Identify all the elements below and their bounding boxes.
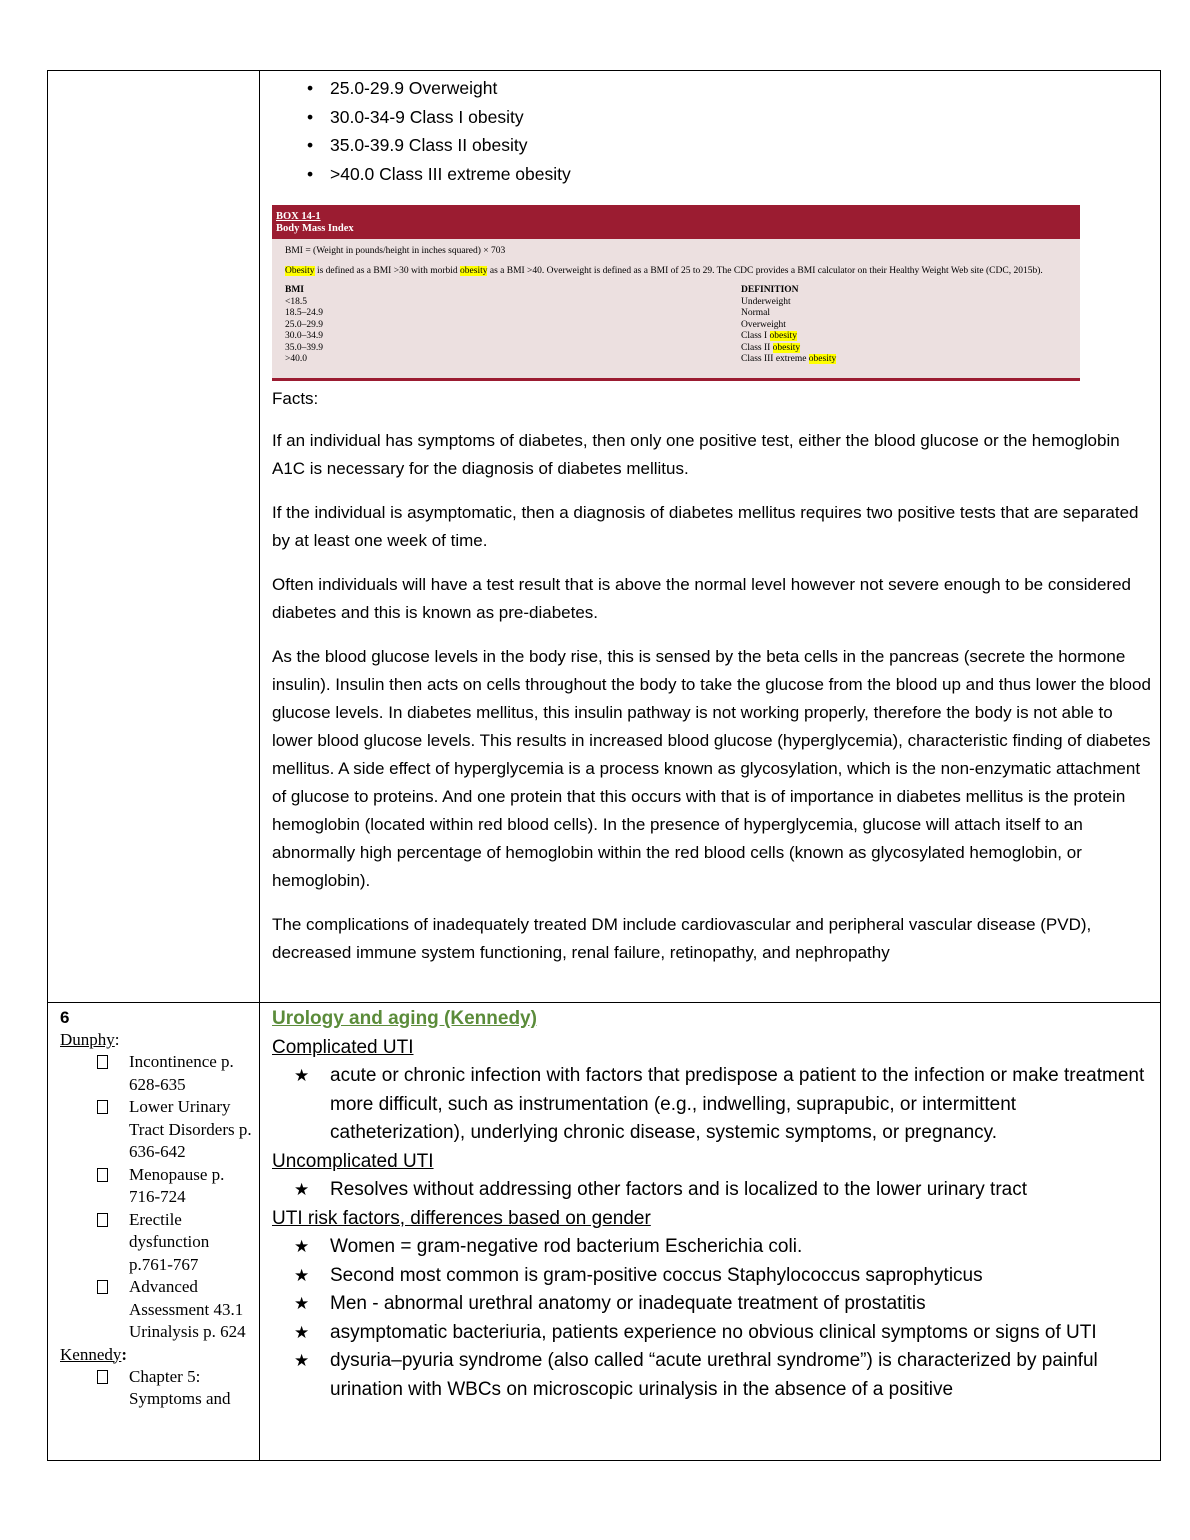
- list-item: Incontinence p. 628-635: [48, 1051, 259, 1096]
- star-bullet-icon: ★: [294, 1180, 310, 1200]
- bmi-bullet-list: [260, 74, 1160, 188]
- star-bullet-icon: ★: [294, 1066, 310, 1086]
- urology-content-cell: [260, 1003, 1161, 1461]
- box-label: BOX 14-1: [276, 211, 321, 222]
- definition-value: Overweight: [741, 319, 786, 330]
- kennedy-reading-list: [48, 1366, 259, 1411]
- bmi-box-figure: [272, 205, 1080, 381]
- list-item: Erectile dysfunction p.761-767: [48, 1209, 259, 1277]
- readings-cell: [48, 1003, 260, 1461]
- list-item: • 25.0-29.9 Overweight: [260, 74, 1160, 103]
- bullet-icon: •: [307, 78, 314, 98]
- star-bullet-icon: ★: [294, 1237, 310, 1257]
- kennedy-heading: Kennedy:: [60, 1344, 128, 1364]
- list-item: ★ Men - abnormal urethral anatomy or inadequate treatment of prostatitis: [272, 1290, 1152, 1319]
- bmi-value: <18.5: [285, 296, 307, 307]
- star-bullet-icon: ★: [294, 1322, 310, 1343]
- checkbox-icon: [97, 1168, 108, 1182]
- list-item: • 30.0-34-9 Class I obesity: [260, 103, 1160, 132]
- definition-value: Underweight: [741, 296, 791, 307]
- list-item: ★ Resolves without addressing other factors and is localized to the lower urinary tract: [272, 1176, 1152, 1205]
- risk-factors-list: [272, 1233, 1152, 1404]
- fact-paragraph: If the individual is asymptomatic, then a diagnosis of diabetes mellitus requires two positive tests that are separated by at least one week of time.: [272, 503, 1139, 550]
- definition-value: Class III extreme obesity: [741, 354, 837, 364]
- bmi-value: >40.0: [285, 354, 307, 364]
- checkbox-icon: [97, 1100, 108, 1114]
- bullet-icon: •: [307, 106, 314, 127]
- bullet-icon: •: [307, 135, 314, 155]
- bullet-icon: •: [307, 163, 314, 184]
- section-title: Urology and aging (Kennedy): [272, 1008, 537, 1029]
- fact-paragraph: Often individuals will have a test result that is above the normal level however not severe enough to be considered diabetes and this is known as pre-diabetes.: [272, 575, 1131, 622]
- complicated-uti-heading: Complicated UTI: [272, 1036, 414, 1058]
- bmi-value: 25.0–29.9: [285, 319, 323, 330]
- box-header: [272, 205, 1080, 239]
- bmi-value: 18.5–24.9: [285, 308, 323, 318]
- list-item: Lower Urinary Tract Disorders p. 636-642: [48, 1096, 259, 1164]
- risk-factors-heading: UTI risk factors, differences based on gender: [272, 1207, 651, 1229]
- week-number: 6: [60, 1008, 70, 1027]
- bmi-formula: BMI = (Weight in pounds/height in inches squared) × 703: [285, 246, 506, 256]
- list-item: ★ Second most common is gram-positive coccus Staphylococcus saprophyticus: [272, 1262, 1152, 1291]
- checkbox-icon: [97, 1055, 108, 1069]
- uncomplicated-uti-list: [272, 1176, 1152, 1205]
- box-body: [272, 246, 1080, 375]
- list-item: ★ asymptomatic bacteriuria, patients experience no obvious clinical symptoms or signs of UTI: [272, 1319, 1152, 1348]
- urology-section: [260, 1003, 1160, 1404]
- list-item: Advanced Assessment 43.1 Urinalysis p. 624: [48, 1276, 259, 1344]
- facts-label: Facts:: [272, 389, 319, 408]
- bmi-value: 30.0–34.9: [285, 331, 323, 341]
- star-bullet-icon: ★: [294, 1265, 310, 1286]
- list-item: Chapter 5: Symptoms and: [48, 1366, 259, 1411]
- dunphy-reading-list: [48, 1051, 259, 1344]
- checkbox-icon: [97, 1280, 108, 1294]
- checkbox-icon: [97, 1370, 108, 1384]
- list-item: • 35.0-39.9 Class II obesity: [260, 131, 1160, 160]
- dunphy-heading: Dunphy:: [60, 1030, 120, 1049]
- fact-paragraph: If an individual has symptoms of diabetes, then only one positive test, either the blood glucose or the hemoglobin A1C is necessary for the diagnosis of diabetes mellitus.: [272, 431, 1120, 478]
- complicated-uti-list: [272, 1062, 1152, 1148]
- table-row: [48, 71, 1161, 1003]
- bmi-value: 35.0–39.9: [285, 342, 323, 353]
- table-row: [48, 1003, 1161, 1461]
- star-bullet-icon: ★: [294, 1294, 310, 1314]
- column-header: BMI: [285, 285, 304, 295]
- fact-paragraph: The complications of inadequately treated DM include cardiovascular and peripheral vascular disease (PVD), decreased immune system functioning, renal failure, retinopathy, and nephropathy: [272, 915, 1092, 962]
- notes-table: [47, 70, 1161, 1461]
- column-header: DEFINITION: [741, 285, 799, 295]
- star-bullet-icon: ★: [294, 1351, 310, 1371]
- definition-value: Class II obesity: [741, 342, 801, 353]
- diabetes-content-cell: [260, 71, 1161, 1003]
- definition-column: [741, 285, 836, 366]
- definition-value: Class I obesity: [741, 331, 797, 341]
- list-item: ★ dysuria–pyuria syndrome (also called “acute urethral syndrome”) is characterized by painful urination with WBCs on microscopic urinalysis in the absence of a positive: [272, 1347, 1152, 1404]
- list-item: ★ Women = gram-negative rod bacterium Escherichia coli.: [272, 1233, 1152, 1262]
- empty-left-cell: [48, 71, 260, 1003]
- uncomplicated-uti-heading: Uncomplicated UTI: [272, 1150, 434, 1172]
- box-title: Body Mass Index: [276, 223, 354, 234]
- list-item: Menopause p. 716-724: [48, 1164, 259, 1209]
- fact-paragraph: As the blood glucose levels in the body rise, this is sensed by the beta cells in the pancreas (secrete the hormone insulin). Insulin then acts on cells throughout the body to take the glucose from the blood up and thus lower the blood glucose levels. In diabetes mellitus, this insulin pathway is not working properly, therefore the body is not able to lower blood glucose levels. This results in increased blood glucose (hyperglycemia), characteristic finding of diabetes mellitus. A side effect of hyperglycemia is a process known as glycosylation, which is the non-enzymatic attachment of glucose to proteins. And one protein that this occurs with that is of importance in diabetes mellitus is the protein hemoglobin (located within red blood cells). In the presence of hyperglycemia, glucose will attach itself to an abnormally high percentage of hemoglobin within the red blood cells (known as glycosylated hemoglobin, or hemoglobin).: [272, 647, 1151, 890]
- facts-section: [260, 385, 1160, 967]
- checkbox-icon: [97, 1213, 108, 1227]
- list-item: • >40.0 Class III extreme obesity: [260, 160, 1160, 189]
- bmi-definition-table: [285, 285, 1080, 375]
- list-item: ★ acute or chronic infection with factors that predispose a patient to the infection or make treatment more difficult, such as instrumentation (e.g., indwelling, suprapubic, or intermittent catheterization), underlying chronic disease, systemic symptoms, or pregnancy.: [272, 1062, 1152, 1148]
- definition-value: Normal: [741, 308, 771, 318]
- obesity-definition: Obesity is defined as a BMI >30 with morbid obesity as a BMI >40. Overweight is defined as a BMI of 25 to 29. The CDC provides a BMI calculator on their Healthy Weight Web site (CDC, 2015b).: [285, 265, 1043, 276]
- bmi-column: [285, 285, 323, 366]
